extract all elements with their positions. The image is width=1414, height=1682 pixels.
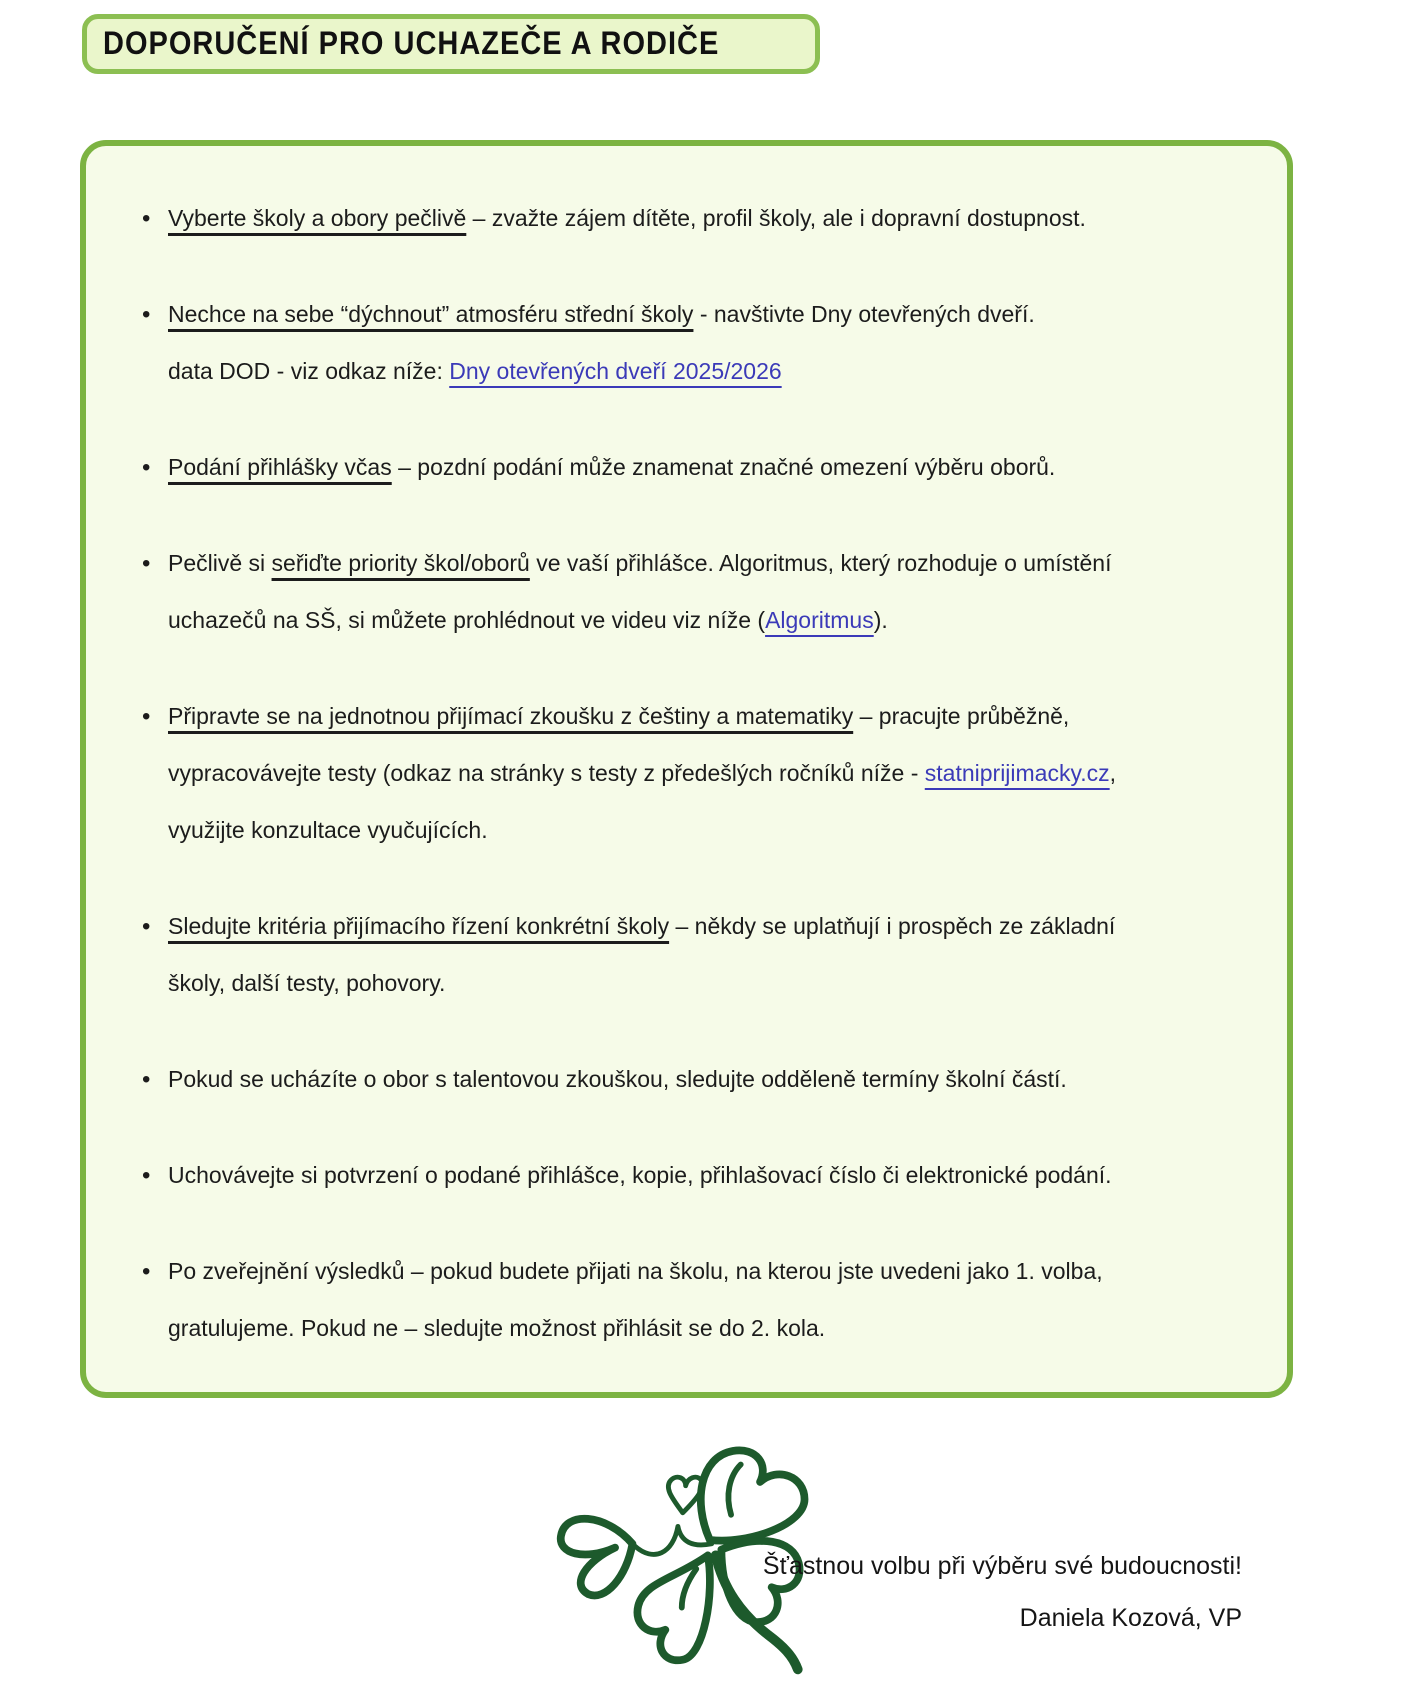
- text-segment: data DOD - viz odkaz níže:: [168, 358, 450, 384]
- text-segment: gratulujeme. Pokud ne – sledujte možnost přihlásit se do 2. kola.: [168, 1315, 826, 1341]
- list-item: [168, 535, 1251, 649]
- list-item: [168, 439, 1251, 496]
- page-title: DOPORUČENÍ PRO UCHAZEČE A RODIČE: [103, 25, 720, 62]
- recommendations-panel: [80, 140, 1293, 1398]
- emphasized-text: Nechce na sebe “dýchnout” atmosféru střední školy: [168, 301, 694, 327]
- text-segment: ve vaší přihlášce. Algoritmus, který rozhoduje o umístění: [529, 550, 1112, 576]
- text-segment: vypracovávejte testy (odkaz na stránky s testy z předešlých ročníků níže -: [168, 760, 925, 786]
- link-statniprijimacky-cz[interactable]: statniprijimacky.cz: [924, 760, 1110, 786]
- text-segment: Pokud se ucházíte o obor s talentovou zkouškou, sledujte odděleně termíny školní částí.: [168, 1066, 1067, 1092]
- list-item: [168, 688, 1251, 859]
- emphasized-text: Podání přihlášky včas: [168, 454, 392, 480]
- text-segment: – zvažte zájem dítěte, profil školy, ale i dopravní dostupnost.: [466, 205, 1086, 231]
- text-segment: Po zveřejnění výsledků – pokud budete přijati na školu, na kterou jste uvedeni jako 1. volba,: [168, 1258, 1103, 1284]
- list-item: [168, 190, 1251, 247]
- list-item: [168, 1243, 1251, 1357]
- text-segment: – pozdní podání může znamenat značné omezení výběru oborů.: [391, 454, 1056, 480]
- link-dny-otevrenych-dveri-2025-2026[interactable]: Dny otevřených dveří 2025/2026: [449, 358, 782, 384]
- title-box: [82, 14, 820, 74]
- emphasized-text: Připravte se na jednotnou přijímací zkoušku z češtiny a matematiky: [168, 703, 854, 729]
- text-segment: využijte konzultace vyučujících.: [168, 817, 488, 843]
- text-segment: Pečlivě si: [168, 550, 272, 576]
- text-segment: ,: [1109, 760, 1117, 786]
- text-segment: uchazečů na SŠ, si můžete prohlédnout ve videu viz níže (: [168, 607, 766, 633]
- emphasized-text: Sledujte kritéria přijímacího řízení konkrétní školy: [168, 913, 670, 939]
- text-segment: - navštivte Dny otevřených dveří.: [693, 301, 1035, 327]
- text-segment: – někdy se uplatňují i prospěch ze základní: [669, 913, 1116, 939]
- list-item: [168, 1051, 1251, 1108]
- text-segment: – pracujte průběžně,: [853, 703, 1070, 729]
- list-item: [168, 286, 1251, 400]
- text-segment: Uchovávejte si potvrzení o podané přihlášce, kopie, přihlašovací číslo či elektronické podání.: [168, 1162, 1112, 1188]
- closing-wish: Šťastnou volbu při výběru své budoucnosti!: [762, 1552, 1242, 1580]
- text-segment: školy, další testy, pohovory.: [168, 970, 446, 996]
- emphasized-text: Vyberte školy a obory pečlivě: [168, 205, 467, 231]
- signature: Daniela Kozová, VP: [1019, 1604, 1242, 1632]
- footer-text-block: [763, 1540, 1242, 1644]
- list-item: [168, 898, 1251, 1012]
- text-segment: ).: [873, 607, 888, 633]
- link-algoritmus[interactable]: Algoritmus: [765, 607, 874, 633]
- list-item: [168, 1147, 1251, 1204]
- recommendations-list: [142, 190, 1251, 1357]
- emphasized-text: seřiďte priority škol/oborů: [271, 550, 530, 576]
